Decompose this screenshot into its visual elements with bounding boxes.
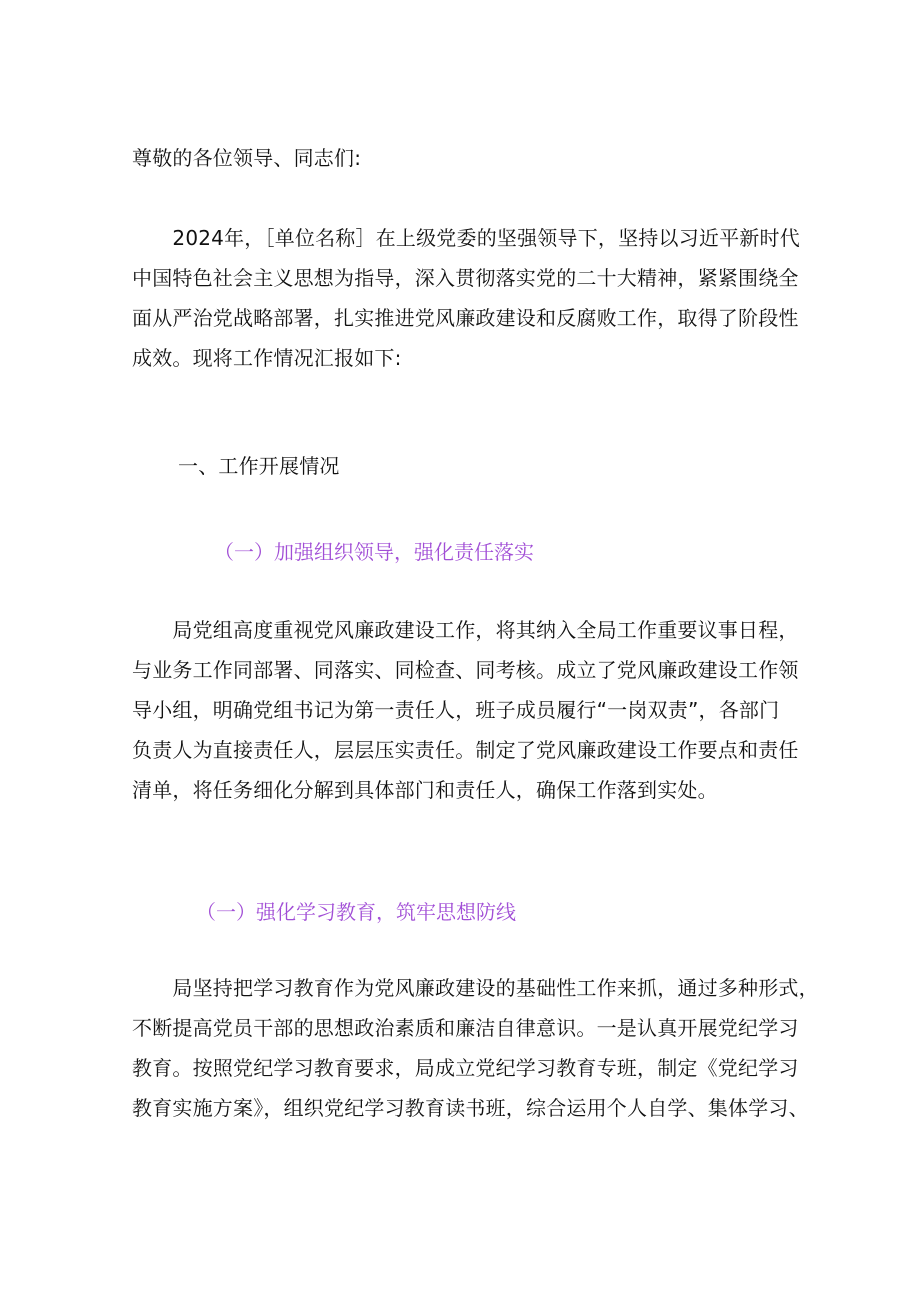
intro-line: 成效。现将工作情况汇报如下: [132,346,402,370]
paragraph-line: 局党组高度重视党风廉政建设工作，将其纳入全局工作重要议事日程， [132,618,799,642]
paragraph-2 [132,968,819,1128]
paragraph-line: 负责人为直接责任人，层层压实责任。制定了党风廉政建设工作要点和责任 [132,738,799,762]
paragraph-line: 局坚持把学习教育作为党风廉政建设的基础性工作来抓，通过多种形式， [132,976,819,1000]
paragraph-line: 导小组，明确党组书记为第一责任人，班子成员履行“一岗双责”，各部门 [132,698,780,722]
greeting [132,138,804,178]
subsection-1-title: （一）加强组织领导，强化责任落实 [214,540,534,564]
subsection-2-title: （一）强化学习教育，筑牢思想防线 [196,900,516,924]
paragraph-line: 教育实施方案》，组织党纪学习教育读书班，综合运用个人自学、集体学习、 [132,1096,809,1120]
intro-line: 中国特色社会主义思想为指导，深入贯彻落实党的二十大精神，紧紧围绕全 [132,266,799,290]
paragraph-line: 不断提高党员干部的思想政治素质和廉洁自律意识。一是认真开展党纪学习 [132,1016,799,1040]
paragraph-line: 清单，将任务细化分解到具体部门和责任人，确保工作落到实处。 [132,778,718,802]
section-title-text: 一、工作开展情况 [178,454,340,478]
greeting-line: 尊敬的各位领导、同志们: [132,146,362,170]
section-title [178,446,850,486]
intro-line: 2024年，［单位名称］在上级党委的坚强领导下，坚持以习近平新时代 [132,226,800,250]
intro-paragraph [132,218,804,378]
intro-line: 面从严治党战略部署，扎实推进党风廉政建设和反腐败工作，取得了阶段性 [132,306,799,330]
paragraph-line: 与业务工作同部署、同落实、同检查、同考核。成立了党风廉政建设工作领 [132,658,799,682]
paragraph-1 [132,610,804,810]
paragraph-line: 教育。按照党纪学习教育要求，局成立党纪学习教育专班，制定《党纪学习 [132,1056,799,1080]
